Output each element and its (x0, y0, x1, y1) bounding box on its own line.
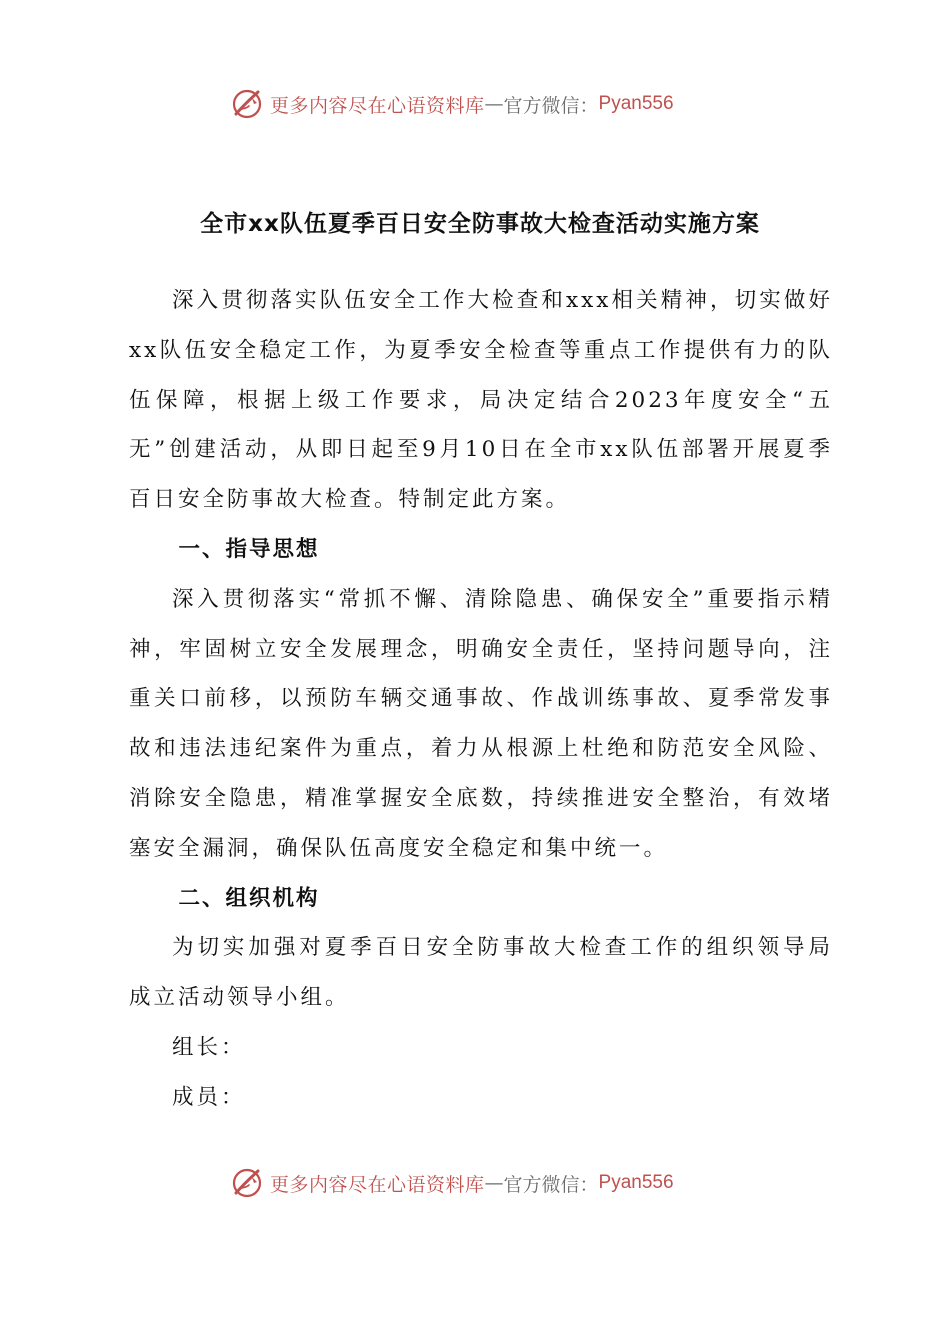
document-body (129, 276, 833, 1123)
document-title: 全市xx队伍夏季百日安全防事故大检查活动实施方案 (200, 211, 760, 237)
banner-main-text: 更多内容尽在心语资料库 (270, 1173, 485, 1196)
footer-banner (230, 1163, 750, 1203)
intro-paragraph: 深入贯彻落实队伍安全工作大检查和xxx相关精神，切实做好xx队伍安全稳定工作，为夏季安全检查等重点工作提供有力的队伍保障，根据上级工作要求，局决定结合2023年度安全“五无”创建活动，从即日起至9月10日在全市xx队伍部署开展夏季百日安全防事故大检查。特制定此方案。 (129, 288, 833, 513)
banner-wechat-label: 官方微信： (503, 94, 599, 117)
banner-wechat-label: 官方微信： (503, 1173, 599, 1196)
pen-circle-logo-icon (230, 87, 264, 121)
section-2-heading: 二、组织机构 (178, 885, 320, 911)
section-1-paragraph: 深入贯彻落实“常抓不懈、清除隐患、确保安全”重要指示精神，牢固树立安全发展理念，明确安全责任，坚持问题导向，注重关口前移，以预防车辆交通事故、作战训练事故、夏季常发事故和违法违纪案件为重点，着力从根源上杜绝和防范安全风险、消除安全隐患，精准掌握安全底数，持续推进安全整治，有效堵塞安全漏洞，确保队伍高度安全稳定和集中统一。 (129, 586, 833, 861)
banner-main-text: 更多内容尽在心语资料库 (270, 94, 485, 117)
banner-dash: — (484, 93, 504, 115)
section-2-paragraph: 为切实加强对夏季百日安全防事故大检查工作的组织领导局成立活动领导小组。 (129, 935, 833, 1011)
banner-wechat-id: Pyan556 (598, 93, 674, 114)
member-label: 成员： (172, 1084, 246, 1110)
section-1-heading: 一、指导思想 (178, 536, 320, 562)
banner-dash: — (484, 1172, 504, 1194)
leader-label: 组长： (172, 1034, 246, 1060)
banner-wechat-id: Pyan556 (598, 1172, 674, 1193)
header-banner (230, 84, 750, 124)
pen-circle-logo-icon (230, 1166, 264, 1200)
